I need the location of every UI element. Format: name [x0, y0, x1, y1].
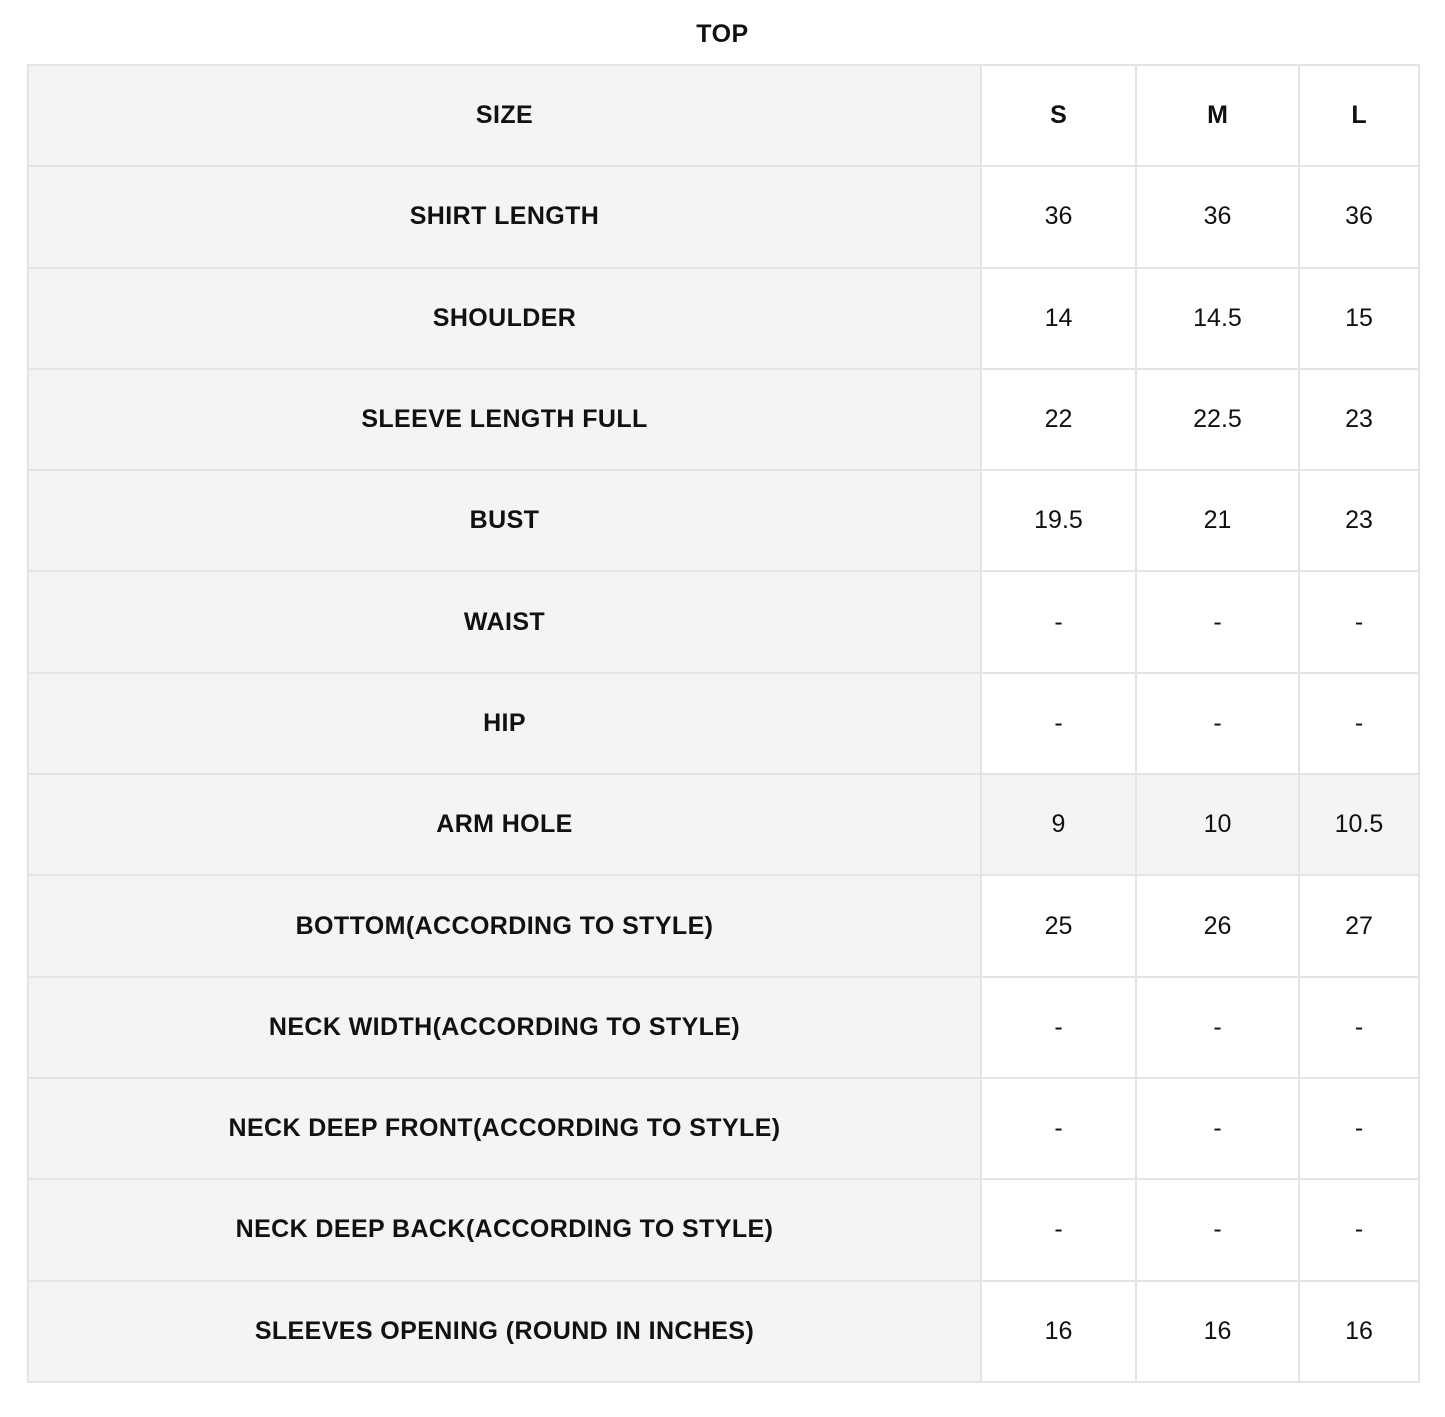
- measurement-value-s: 9: [981, 774, 1136, 875]
- measurement-label: SHOULDER: [28, 268, 981, 369]
- measurement-value-s: -: [981, 571, 1136, 672]
- measurement-label: SHIRT LENGTH: [28, 166, 981, 267]
- table-row: [28, 977, 1419, 1078]
- measurement-label: NECK WIDTH(ACCORDING TO STYLE): [28, 977, 981, 1078]
- size-header-l: L: [1299, 65, 1419, 166]
- measurement-value-l: -: [1299, 1179, 1419, 1280]
- measurement-value-l: 16: [1299, 1281, 1419, 1382]
- measurement-value-l: 15: [1299, 268, 1419, 369]
- table-row: [28, 369, 1419, 470]
- measurement-label: WAIST: [28, 571, 981, 672]
- measurement-label: NECK DEEP FRONT(ACCORDING TO STYLE): [28, 1078, 981, 1179]
- table-row: [28, 1078, 1419, 1179]
- measurement-value-m: 36: [1136, 166, 1299, 267]
- header-row: [28, 65, 1419, 166]
- measurement-label: NECK DEEP BACK(ACCORDING TO STYLE): [28, 1179, 981, 1280]
- measurement-label: ARM HOLE: [28, 774, 981, 875]
- measurement-value-l: 10.5: [1299, 774, 1419, 875]
- measurement-value-s: -: [981, 673, 1136, 774]
- table-row: [28, 571, 1419, 672]
- measurement-value-s: -: [981, 1078, 1136, 1179]
- measurement-value-l: 23: [1299, 369, 1419, 470]
- size-header-s: S: [981, 65, 1136, 166]
- table-row: [28, 268, 1419, 369]
- measurement-value-s: 16: [981, 1281, 1136, 1382]
- measurement-label: BOTTOM(ACCORDING TO STYLE): [28, 875, 981, 976]
- measurement-value-s: 25: [981, 875, 1136, 976]
- measurement-value-m: -: [1136, 673, 1299, 774]
- table-row: [28, 470, 1419, 571]
- measurement-value-l: -: [1299, 571, 1419, 672]
- size-header-m: M: [1136, 65, 1299, 166]
- table-row: [28, 673, 1419, 774]
- measurement-label: HIP: [28, 673, 981, 774]
- measurement-value-m: 26: [1136, 875, 1299, 976]
- measurement-value-s: -: [981, 1179, 1136, 1280]
- measurement-value-l: 27: [1299, 875, 1419, 976]
- measurement-value-s: 14: [981, 268, 1136, 369]
- table-row: [28, 875, 1419, 976]
- measurement-value-m: 10: [1136, 774, 1299, 875]
- table-title: TOP: [696, 20, 749, 48]
- measurement-value-l: 36: [1299, 166, 1419, 267]
- size-chart-body: [28, 65, 1419, 1382]
- measurement-value-l: -: [1299, 673, 1419, 774]
- measurement-value-l: -: [1299, 1078, 1419, 1179]
- measurement-value-s: -: [981, 977, 1136, 1078]
- table-row: [28, 166, 1419, 267]
- measurement-value-m: 14.5: [1136, 268, 1299, 369]
- measurement-value-m: -: [1136, 571, 1299, 672]
- measurement-label: SLEEVE LENGTH FULL: [28, 369, 981, 470]
- measurement-value-m: -: [1136, 1078, 1299, 1179]
- measurement-value-s: 19.5: [981, 470, 1136, 571]
- measurement-value-l: -: [1299, 977, 1419, 1078]
- measurement-value-m: -: [1136, 977, 1299, 1078]
- measurement-label: BUST: [28, 470, 981, 571]
- size-chart-table: [27, 64, 1420, 1383]
- table-row: [28, 774, 1419, 875]
- measurement-value-l: 23: [1299, 470, 1419, 571]
- measurement-label: SLEEVES OPENING (ROUND IN INCHES): [28, 1281, 981, 1382]
- measurement-value-s: 22: [981, 369, 1136, 470]
- table-row: [28, 1179, 1419, 1280]
- measurement-value-m: 21: [1136, 470, 1299, 571]
- measurement-value-m: 16: [1136, 1281, 1299, 1382]
- measurement-value-m: -: [1136, 1179, 1299, 1280]
- measurement-value-m: 22.5: [1136, 369, 1299, 470]
- size-header-label: SIZE: [28, 65, 981, 166]
- measurement-value-s: 36: [981, 166, 1136, 267]
- table-row: [28, 1281, 1419, 1382]
